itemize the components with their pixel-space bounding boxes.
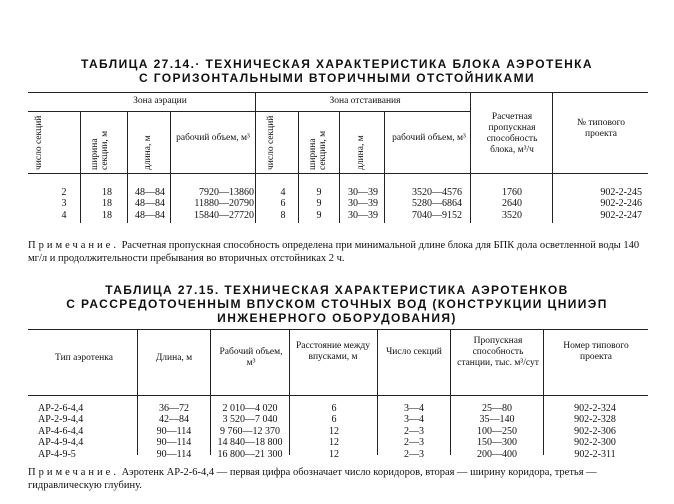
table1-vline [80,111,81,223]
table1-header-volume2: рабочий объем, м³ [392,133,466,143]
table2-vline [450,329,451,455]
table1-col-volume: 7920—13860 11880—20790 15840—27720 [194,187,254,221]
table1-col-volume2: 3520—4576 5280—6864 7040—9152 [412,187,462,221]
table1-vline [552,92,553,223]
table2-col-type: АР-2-6-4,4 АР-2-9-4,4 АР-4-6-4,4 АР-4-9-4,4 АР-4-9-5 [38,403,84,460]
table2-vline [289,329,290,455]
table1-col-project: 902-2-245 902-2-246 902-2-247 [600,187,642,221]
table1-header-project: № типового проекта [576,118,626,139]
table2-header-sections: Число секций [386,347,442,357]
table1-col-length2: 30—39 30—39 30—39 [348,187,378,221]
table1-col-width2: 9 9 9 [316,187,322,221]
table2-vline [137,329,138,455]
table1-top-rule [28,92,648,93]
table1-note-label: Примечание. [28,240,119,251]
table1-group-settling: Зона отстаивания [329,96,401,106]
table1-title-line2: С ГОРИЗОНТАЛЬНЫМИ ВТОРИЧНЫМИ ОТСТОЙНИКАМИ [138,71,536,85]
table1-header-length2: длина, м [356,135,366,170]
table1-header-length: длина, м [143,135,153,170]
table1-header-width2: ширина секции, м [308,130,328,170]
table1-vline [127,111,128,223]
table2-col-sections: 3—4 3—4 2—3 2—3 2—3 [404,403,424,460]
table2-vline [543,329,544,455]
table2-vline [210,329,211,455]
table1-vline [255,92,256,223]
table1-note-text: Расчетная пропускная способность определена при минимальной длине блока для БПК дола осветленной воды 140 мг/л и продолжительности пребывания во вторичных отстойниках 2 ч. [28,240,640,264]
table2-header-project: Номер типового проекта [563,341,629,362]
table1-header-volume: рабочий объем, м³ [176,133,250,143]
table1-header-capacity: Расчетная пропускная способность блока, м³/ч [486,112,538,155]
table2-header-capacity: Пропускная способность станции, тыс. м³/сут [457,336,539,368]
table2-top-rule [28,329,648,330]
table2-col-distance: 6 6 12 12 12 [329,403,339,460]
table2-note [28,466,648,492]
table1-col-sections: 2 3 4 [61,187,67,221]
table1-header-sections: число секций [34,115,44,170]
table2-header-rule [28,395,648,396]
table1-header-width: ширина секции, м [90,130,110,170]
table2-title-line1: ТАБЛИЦА 27.15. ТЕХНИЧЕСКАЯ ХАРАКТЕРИСТИКА АЭРОТЕНКОВ [105,283,569,297]
table2-header-type: Тип аэротенка [55,353,113,363]
table1-vline [170,111,171,223]
table2-col-length: 36—72 42—84 90—114 90—114 90—114 [156,403,192,460]
table2-header-volume: Рабочий объем, м³ [219,347,283,368]
table1-vline [470,92,471,223]
table2-header-distance: Расстояние между впусками, м [295,341,371,362]
table1-col-length: 48—84 48—84 48—84 [135,187,165,221]
table1-title-line1: ТАБЛИЦА 27.14.· ТЕХНИЧЕСКАЯ ХАРАКТЕРИСТИКА БЛОКА АЭРОТЕНКА [81,57,593,71]
table2-note-text: Аэротенк АР-2-6-4,4 — первая цифра обозначает число коридоров, вторая — ширину коридора, третья — гидравлическую глубину. [28,467,597,491]
table1-note [28,239,648,265]
table2-title-line3: ИНЖЕНЕРНОГО ОБОРУДОВАНИЯ) [217,311,457,325]
table2-header-length: Длина, м [155,353,193,363]
table1-vline [298,111,299,223]
table2-col-volume: 2 010—4 020 3 520—7 040 9 760—12 370 14 840—18 800 16 800—21 300 [217,403,283,460]
table2-note-label: Примечание. [28,467,119,478]
table1-vline [339,111,340,223]
table1-group-aeration: Зона аэрации [133,96,187,106]
table1-header-rule [28,173,648,174]
table1-col-width: 18 18 18 [102,187,112,221]
table1-col-capacity: 1760 2640 3520 [502,187,522,221]
table2-col-capacity: 25—80 35—140 100—250 150—300 200—400 [477,403,517,460]
table1-header-sections2: число секций [266,115,276,170]
table2-vline [377,329,378,455]
table2-col-project: 902-2-324 902-2-328 902-2-306 902-2-300 902-2-311 [574,403,616,460]
table1-col-sections2: 4 6 8 [280,187,286,221]
table2-title-line2: С РАССРЕДОТОЧЕННЫМ ВПУСКОМ СТОЧНЫХ ВОД (КОНСТРУКЦИИ ЦНИИЭП [66,297,608,311]
